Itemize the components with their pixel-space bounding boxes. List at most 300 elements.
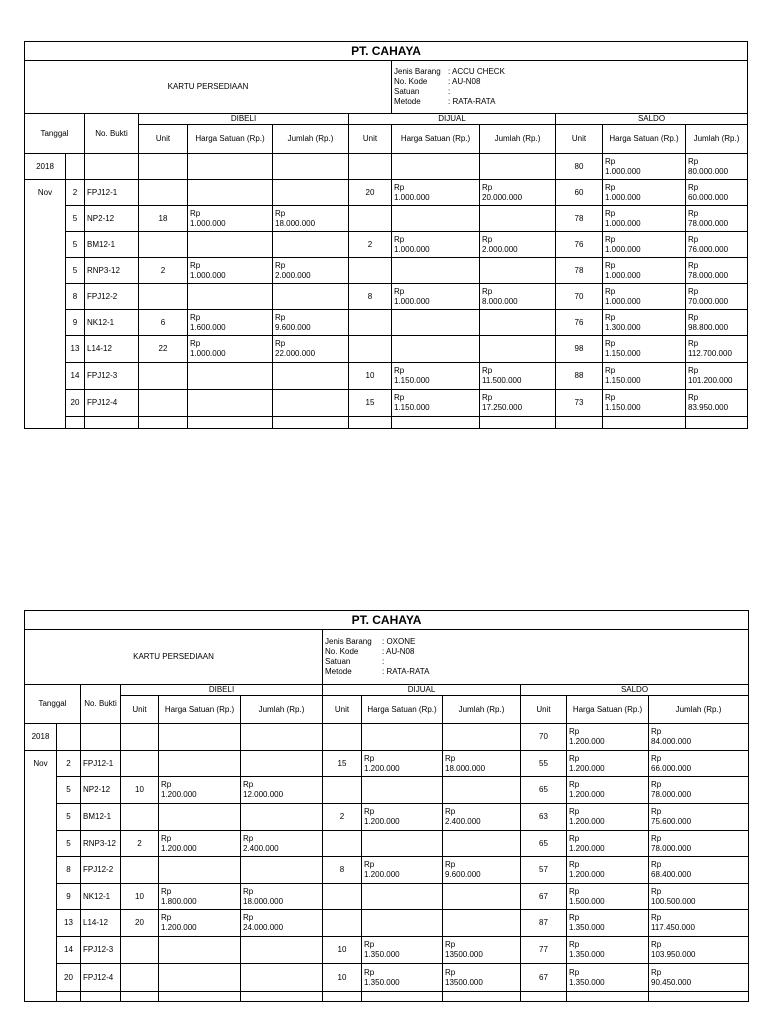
header-harga-satuan: Harga Satuan (Rp.) — [188, 125, 273, 154]
saldo-jumlah-cell: Rp 68.400.000 — [649, 857, 749, 884]
date-day-cell: 5 — [66, 258, 85, 284]
dijual-harga-cell — [362, 884, 443, 910]
dijual-unit-cell — [323, 777, 362, 804]
month-cell: Nov — [25, 180, 66, 429]
saldo-jumlah-cell: Rp 70.000.000 — [686, 284, 748, 310]
dibeli-unit-cell — [139, 417, 188, 429]
inventory-card-table-oxone — [24, 610, 749, 1002]
dibeli-jumlah-cell — [241, 804, 323, 831]
dibeli-unit-cell: 18 — [139, 206, 188, 232]
dibeli-jumlah-cell — [241, 724, 323, 751]
dibeli-unit-cell: 2 — [139, 258, 188, 284]
dijual-jumlah-cell: Rp 18.000.000 — [443, 751, 521, 777]
header-jumlah: Jumlah (Rp.) — [241, 696, 323, 724]
dijual-unit-cell — [349, 417, 392, 429]
dijual-jumlah-cell — [443, 831, 521, 857]
saldo-unit-cell: 65 — [521, 777, 567, 804]
header-harga-satuan: Harga Satuan (Rp.) — [362, 696, 443, 724]
dijual-jumlah-cell: Rp 13500.000 — [443, 937, 521, 964]
header-unit: Unit — [323, 696, 362, 724]
dijual-harga-cell — [362, 777, 443, 804]
date-day-cell: 13 — [66, 336, 85, 363]
dijual-harga-cell: Rp 1.000.000 — [392, 284, 480, 310]
header-dijual: DIJUAL — [349, 114, 556, 125]
saldo-harga-cell: Rp 1.500.000 — [567, 884, 649, 910]
saldo-unit-cell: 78 — [556, 258, 603, 284]
dibeli-unit-cell — [121, 964, 159, 992]
dibeli-unit-cell — [139, 390, 188, 417]
dijual-harga-cell — [392, 258, 480, 284]
dibeli-jumlah-cell — [273, 363, 349, 390]
saldo-unit-cell — [556, 417, 603, 429]
card-title: KARTU PERSEDIAAN — [25, 61, 392, 114]
date-day-cell: 9 — [66, 310, 85, 336]
dibeli-harga-cell: Rp 1.800.000 — [159, 884, 241, 910]
saldo-harga-cell: Rp 1.200.000 — [567, 804, 649, 831]
saldo-harga-cell — [567, 992, 649, 1002]
saldo-unit-cell — [521, 992, 567, 1002]
saldo-jumlah-cell: Rp 83.950.000 — [686, 390, 748, 417]
saldo-harga-cell: Rp 1.150.000 — [603, 390, 686, 417]
saldo-unit-cell: 88 — [556, 363, 603, 390]
card-title: KARTU PERSEDIAAN — [25, 630, 323, 685]
info-value: : AU-N08 — [448, 77, 481, 86]
saldo-harga-cell: Rp 1.200.000 — [567, 751, 649, 777]
no-bukti-cell: FPJ12-3 — [81, 937, 121, 964]
dibeli-jumlah-cell — [273, 154, 349, 180]
saldo-jumlah-cell: Rp 90.450.000 — [649, 964, 749, 992]
date-day-cell — [57, 724, 81, 751]
saldo-harga-cell: Rp 1.200.000 — [567, 831, 649, 857]
date-day-cell: 14 — [57, 937, 81, 964]
date-day-cell: 5 — [66, 206, 85, 232]
saldo-jumlah-cell: Rp 100.500.000 — [649, 884, 749, 910]
no-bukti-cell: NK12-1 — [81, 884, 121, 910]
table-row — [25, 363, 748, 390]
dijual-jumlah-cell — [443, 724, 521, 751]
no-bukti-cell: RNP3-12 — [81, 831, 121, 857]
dibeli-unit-cell — [139, 284, 188, 310]
dibeli-jumlah-cell — [273, 390, 349, 417]
dijual-jumlah-cell: Rp 8.000.000 — [480, 284, 556, 310]
dibeli-unit-cell — [139, 363, 188, 390]
saldo-harga-cell: Rp 1.350.000 — [567, 964, 649, 992]
saldo-unit-cell: 76 — [556, 310, 603, 336]
saldo-jumlah-cell: Rp 117.450.000 — [649, 910, 749, 937]
info-key: Metode — [394, 97, 421, 106]
dijual-unit-cell — [349, 310, 392, 336]
table-row — [25, 857, 749, 884]
info-value: : OXONE — [382, 637, 416, 646]
no-bukti-cell: FPJ12-2 — [85, 284, 139, 310]
no-bukti-cell: FPJ12-4 — [85, 390, 139, 417]
saldo-jumlah-cell: Rp 80.000.000 — [686, 154, 748, 180]
saldo-harga-cell: Rp 1.350.000 — [567, 910, 649, 937]
dibeli-harga-cell — [188, 284, 273, 310]
saldo-harga-cell: Rp 1.000.000 — [603, 232, 686, 258]
saldo-unit-cell: 55 — [521, 751, 567, 777]
info-key: Jenis Barang — [325, 637, 372, 646]
table-row — [25, 417, 748, 429]
dijual-jumlah-cell: Rp 11.500.000 — [480, 363, 556, 390]
dibeli-jumlah-cell: Rp 24.000.000 — [241, 910, 323, 937]
dijual-harga-cell — [362, 831, 443, 857]
dibeli-unit-cell — [121, 804, 159, 831]
item-info — [323, 630, 749, 685]
dijual-harga-cell — [392, 206, 480, 232]
dijual-unit-cell: 2 — [323, 804, 362, 831]
dibeli-jumlah-cell — [241, 964, 323, 992]
dibeli-unit-cell: 10 — [121, 884, 159, 910]
saldo-jumlah-cell: Rp 78.000.000 — [649, 831, 749, 857]
saldo-unit-cell: 80 — [556, 154, 603, 180]
dijual-unit-cell: 10 — [323, 937, 362, 964]
dibeli-harga-cell — [159, 751, 241, 777]
dijual-unit-cell: 2 — [349, 232, 392, 258]
header-saldo: SALDO — [556, 114, 748, 125]
date-day-cell: 5 — [57, 831, 81, 857]
dibeli-harga-cell — [188, 390, 273, 417]
saldo-unit-cell: 65 — [521, 831, 567, 857]
dibeli-unit-cell — [139, 180, 188, 206]
dibeli-harga-cell: Rp 1.200.000 — [159, 831, 241, 857]
saldo-unit-cell: 67 — [521, 964, 567, 992]
dijual-harga-cell: Rp 1.000.000 — [392, 180, 480, 206]
saldo-jumlah-cell — [649, 992, 749, 1002]
dibeli-unit-cell: 20 — [121, 910, 159, 937]
date-day-cell: 13 — [57, 910, 81, 937]
dibeli-jumlah-cell — [273, 232, 349, 258]
saldo-jumlah-cell: Rp 103.950.000 — [649, 937, 749, 964]
dibeli-jumlah-cell — [273, 417, 349, 429]
dijual-unit-cell — [323, 724, 362, 751]
table-row — [25, 831, 749, 857]
info-value: : RATA-RATA — [448, 97, 496, 106]
saldo-harga-cell: Rp 1.300.000 — [603, 310, 686, 336]
dibeli-harga-cell: Rp 1.200.000 — [159, 910, 241, 937]
date-day-cell: 2 — [57, 751, 81, 777]
dijual-jumlah-cell — [443, 910, 521, 937]
dibeli-jumlah-cell: Rp 22.000.000 — [273, 336, 349, 363]
dijual-harga-cell: Rp 1.200.000 — [362, 804, 443, 831]
saldo-jumlah-cell: Rp 75.600.000 — [649, 804, 749, 831]
dibeli-jumlah-cell — [241, 751, 323, 777]
dibeli-jumlah-cell — [241, 937, 323, 964]
dijual-harga-cell — [392, 336, 480, 363]
saldo-jumlah-cell: Rp 101.200.000 — [686, 363, 748, 390]
dibeli-harga-cell — [159, 804, 241, 831]
dibeli-harga-cell — [188, 154, 273, 180]
table-row — [25, 310, 748, 336]
header-jumlah: Jumlah (Rp.) — [273, 125, 349, 154]
dibeli-jumlah-cell: Rp 9.600.000 — [273, 310, 349, 336]
dibeli-unit-cell — [121, 724, 159, 751]
table-row — [25, 232, 748, 258]
dibeli-harga-cell — [188, 232, 273, 258]
table-row — [25, 804, 749, 831]
dibeli-unit-cell — [139, 154, 188, 180]
dibeli-harga-cell: Rp 1.000.000 — [188, 206, 273, 232]
saldo-harga-cell: Rp 1.150.000 — [603, 336, 686, 363]
dijual-unit-cell — [323, 910, 362, 937]
saldo-harga-cell: Rp 1.150.000 — [603, 363, 686, 390]
no-bukti-cell: FPJ12-2 — [81, 857, 121, 884]
header-jumlah: Jumlah (Rp.) — [649, 696, 749, 724]
dibeli-jumlah-cell — [273, 180, 349, 206]
header-dibeli: DIBELI — [121, 685, 323, 696]
dibeli-unit-cell: 6 — [139, 310, 188, 336]
info-key: Satuan — [325, 657, 351, 666]
saldo-jumlah-cell: Rp 78.000.000 — [649, 777, 749, 804]
dibeli-jumlah-cell: Rp 2.400.000 — [241, 831, 323, 857]
dibeli-unit-cell — [121, 992, 159, 1002]
year-cell: 2018 — [25, 724, 57, 751]
dibeli-unit-cell — [121, 937, 159, 964]
dijual-unit-cell: 8 — [323, 857, 362, 884]
date-day-cell: 8 — [57, 857, 81, 884]
header-jumlah: Jumlah (Rp.) — [443, 696, 521, 724]
saldo-unit-cell: 67 — [521, 884, 567, 910]
dijual-jumlah-cell — [480, 336, 556, 363]
saldo-unit-cell: 73 — [556, 390, 603, 417]
saldo-unit-cell: 76 — [556, 232, 603, 258]
dijual-harga-cell — [362, 724, 443, 751]
saldo-harga-cell: Rp 1.200.000 — [567, 857, 649, 884]
dibeli-jumlah-cell: Rp 12.000.000 — [241, 777, 323, 804]
dijual-jumlah-cell: Rp 13500.000 — [443, 964, 521, 992]
dijual-jumlah-cell — [480, 206, 556, 232]
dibeli-jumlah-cell — [273, 284, 349, 310]
date-day-cell: 5 — [66, 232, 85, 258]
no-bukti-cell: BM12-1 — [85, 232, 139, 258]
dijual-harga-cell — [392, 154, 480, 180]
saldo-jumlah-cell: Rp 78.000.000 — [686, 206, 748, 232]
header-tanggal: Tanggal — [25, 114, 85, 154]
no-bukti-cell: NP2-12 — [81, 777, 121, 804]
saldo-unit-cell: 87 — [521, 910, 567, 937]
table-row — [25, 964, 749, 992]
dijual-unit-cell: 20 — [349, 180, 392, 206]
table-row — [25, 884, 749, 910]
info-value: : ACCU CHECK — [448, 67, 505, 76]
dibeli-harga-cell — [188, 363, 273, 390]
saldo-jumlah-cell — [686, 417, 748, 429]
dibeli-jumlah-cell: Rp 2.000.000 — [273, 258, 349, 284]
dijual-harga-cell — [362, 910, 443, 937]
dijual-unit-cell — [323, 884, 362, 910]
table-row — [25, 910, 749, 937]
inventory-rows — [25, 154, 748, 429]
dibeli-harga-cell: Rp 1.000.000 — [188, 336, 273, 363]
dibeli-harga-cell — [159, 992, 241, 1002]
table-row — [25, 937, 749, 964]
no-bukti-cell — [85, 154, 139, 180]
saldo-unit-cell: 60 — [556, 180, 603, 206]
year-cell: 2018 — [25, 154, 66, 180]
dijual-jumlah-cell — [480, 154, 556, 180]
saldo-unit-cell: 70 — [521, 724, 567, 751]
no-bukti-cell — [85, 417, 139, 429]
dijual-unit-cell — [349, 154, 392, 180]
saldo-harga-cell: Rp 1.000.000 — [603, 154, 686, 180]
header-harga-satuan: Harga Satuan (Rp.) — [603, 125, 686, 154]
saldo-unit-cell: 70 — [556, 284, 603, 310]
saldo-jumlah-cell: Rp 98.800.000 — [686, 310, 748, 336]
dijual-harga-cell: Rp 1.200.000 — [362, 751, 443, 777]
header-unit: Unit — [349, 125, 392, 154]
table-row — [25, 258, 748, 284]
company-title: PT. CAHAYA — [25, 611, 749, 630]
header-saldo: SALDO — [521, 685, 749, 696]
no-bukti-cell: FPJ12-1 — [81, 751, 121, 777]
date-day-cell: 20 — [66, 390, 85, 417]
date-day-cell — [57, 992, 81, 1002]
table-row — [25, 284, 748, 310]
dijual-harga-cell: Rp 1.150.000 — [392, 363, 480, 390]
dibeli-jumlah-cell — [241, 857, 323, 884]
info-value: : — [382, 657, 385, 666]
header-unit: Unit — [556, 125, 603, 154]
header-no-bukti: No. Bukti — [85, 114, 139, 154]
dibeli-jumlah-cell — [241, 992, 323, 1002]
no-bukti-cell — [81, 992, 121, 1002]
dibeli-harga-cell — [159, 724, 241, 751]
saldo-jumlah-cell: Rp 78.000.000 — [686, 258, 748, 284]
saldo-unit-cell: 57 — [521, 857, 567, 884]
header-tanggal: Tanggal — [25, 685, 81, 724]
date-day-cell: 8 — [66, 284, 85, 310]
header-dibeli: DIBELI — [139, 114, 349, 125]
date-day-cell: 20 — [57, 964, 81, 992]
dijual-unit-cell — [323, 831, 362, 857]
dibeli-harga-cell — [159, 964, 241, 992]
dijual-harga-cell: Rp 1.350.000 — [362, 964, 443, 992]
month-cell: Nov — [25, 751, 57, 1002]
info-value: : AU-N08 — [382, 647, 415, 656]
info-key: Satuan — [394, 87, 420, 96]
no-bukti-cell — [81, 724, 121, 751]
dijual-unit-cell — [349, 206, 392, 232]
header-jumlah: Jumlah (Rp.) — [480, 125, 556, 154]
dijual-unit-cell — [323, 992, 362, 1002]
header-dijual: DIJUAL — [323, 685, 521, 696]
dijual-jumlah-cell — [480, 258, 556, 284]
dibeli-harga-cell: Rp 1.600.000 — [188, 310, 273, 336]
dijual-unit-cell: 10 — [323, 964, 362, 992]
dibeli-harga-cell — [188, 180, 273, 206]
table-row — [25, 180, 748, 206]
table-row — [25, 390, 748, 417]
no-bukti-cell: FPJ12-1 — [85, 180, 139, 206]
date-day-cell: 14 — [66, 363, 85, 390]
dibeli-unit-cell — [139, 232, 188, 258]
header-harga-satuan: Harga Satuan (Rp.) — [392, 125, 480, 154]
date-day-cell: 2 — [66, 180, 85, 206]
saldo-harga-cell: Rp 1.350.000 — [567, 937, 649, 964]
dijual-unit-cell: 15 — [323, 751, 362, 777]
date-day-cell: 5 — [57, 777, 81, 804]
saldo-jumlah-cell: Rp 112.700.000 — [686, 336, 748, 363]
table-row — [25, 154, 748, 180]
dijual-harga-cell — [392, 417, 480, 429]
no-bukti-cell: NP2-12 — [85, 206, 139, 232]
saldo-unit-cell: 63 — [521, 804, 567, 831]
table-row — [25, 777, 749, 804]
saldo-unit-cell: 78 — [556, 206, 603, 232]
table-row — [25, 751, 749, 777]
dijual-harga-cell: Rp 1.150.000 — [392, 390, 480, 417]
dibeli-harga-cell: Rp 1.200.000 — [159, 777, 241, 804]
dibeli-harga-cell — [188, 417, 273, 429]
dijual-jumlah-cell — [443, 777, 521, 804]
header-unit: Unit — [121, 696, 159, 724]
dibeli-unit-cell — [121, 857, 159, 884]
dijual-harga-cell — [362, 992, 443, 1002]
header-no-bukti: No. Bukti — [81, 685, 121, 724]
saldo-jumlah-cell: Rp 84.000.000 — [649, 724, 749, 751]
no-bukti-cell: L14-12 — [85, 336, 139, 363]
dijual-unit-cell: 15 — [349, 390, 392, 417]
inventory-card-table-accu-check — [24, 41, 748, 429]
saldo-jumlah-cell: Rp 76.000.000 — [686, 232, 748, 258]
saldo-unit-cell: 98 — [556, 336, 603, 363]
dijual-harga-cell — [392, 310, 480, 336]
saldo-harga-cell: Rp 1.000.000 — [603, 206, 686, 232]
dijual-harga-cell: Rp 1.000.000 — [392, 232, 480, 258]
saldo-harga-cell: Rp 1.200.000 — [567, 724, 649, 751]
table-row — [25, 336, 748, 363]
company-title: PT. CAHAYA — [25, 42, 748, 61]
no-bukti-cell: FPJ12-3 — [85, 363, 139, 390]
dibeli-jumlah-cell: Rp 18.000.000 — [273, 206, 349, 232]
header-jumlah: Jumlah (Rp.) — [686, 125, 748, 154]
dijual-jumlah-cell: Rp 20.000.000 — [480, 180, 556, 206]
saldo-harga-cell: Rp 1.200.000 — [567, 777, 649, 804]
info-value: : — [448, 87, 451, 96]
date-day-cell — [66, 417, 85, 429]
dijual-jumlah-cell — [443, 992, 521, 1002]
dijual-jumlah-cell: Rp 9.600.000 — [443, 857, 521, 884]
info-key: No. Kode — [325, 647, 359, 656]
dibeli-unit-cell: 2 — [121, 831, 159, 857]
no-bukti-cell: BM12-1 — [81, 804, 121, 831]
item-info — [392, 61, 748, 114]
saldo-harga-cell: Rp 1.000.000 — [603, 180, 686, 206]
dijual-unit-cell — [349, 258, 392, 284]
info-key: Metode — [325, 667, 352, 676]
saldo-unit-cell: 77 — [521, 937, 567, 964]
dijual-jumlah-cell: Rp 2.000.000 — [480, 232, 556, 258]
inventory-rows — [25, 724, 749, 1002]
dijual-jumlah-cell: Rp 2.400.000 — [443, 804, 521, 831]
dibeli-harga-cell: Rp 1.000.000 — [188, 258, 273, 284]
info-key: No. Kode — [394, 77, 428, 86]
dijual-jumlah-cell: Rp 17.250.000 — [480, 390, 556, 417]
dibeli-unit-cell: 22 — [139, 336, 188, 363]
header-unit: Unit — [139, 125, 188, 154]
table-row — [25, 724, 749, 751]
saldo-harga-cell: Rp 1.000.000 — [603, 284, 686, 310]
dijual-unit-cell: 10 — [349, 363, 392, 390]
header-harga-satuan: Harga Satuan (Rp.) — [159, 696, 241, 724]
dibeli-harga-cell — [159, 857, 241, 884]
dibeli-harga-cell — [159, 937, 241, 964]
dijual-jumlah-cell — [480, 310, 556, 336]
no-bukti-cell: FPJ12-4 — [81, 964, 121, 992]
dibeli-jumlah-cell: Rp 18.000.000 — [241, 884, 323, 910]
saldo-harga-cell: Rp 1.000.000 — [603, 258, 686, 284]
no-bukti-cell: L14-12 — [81, 910, 121, 937]
